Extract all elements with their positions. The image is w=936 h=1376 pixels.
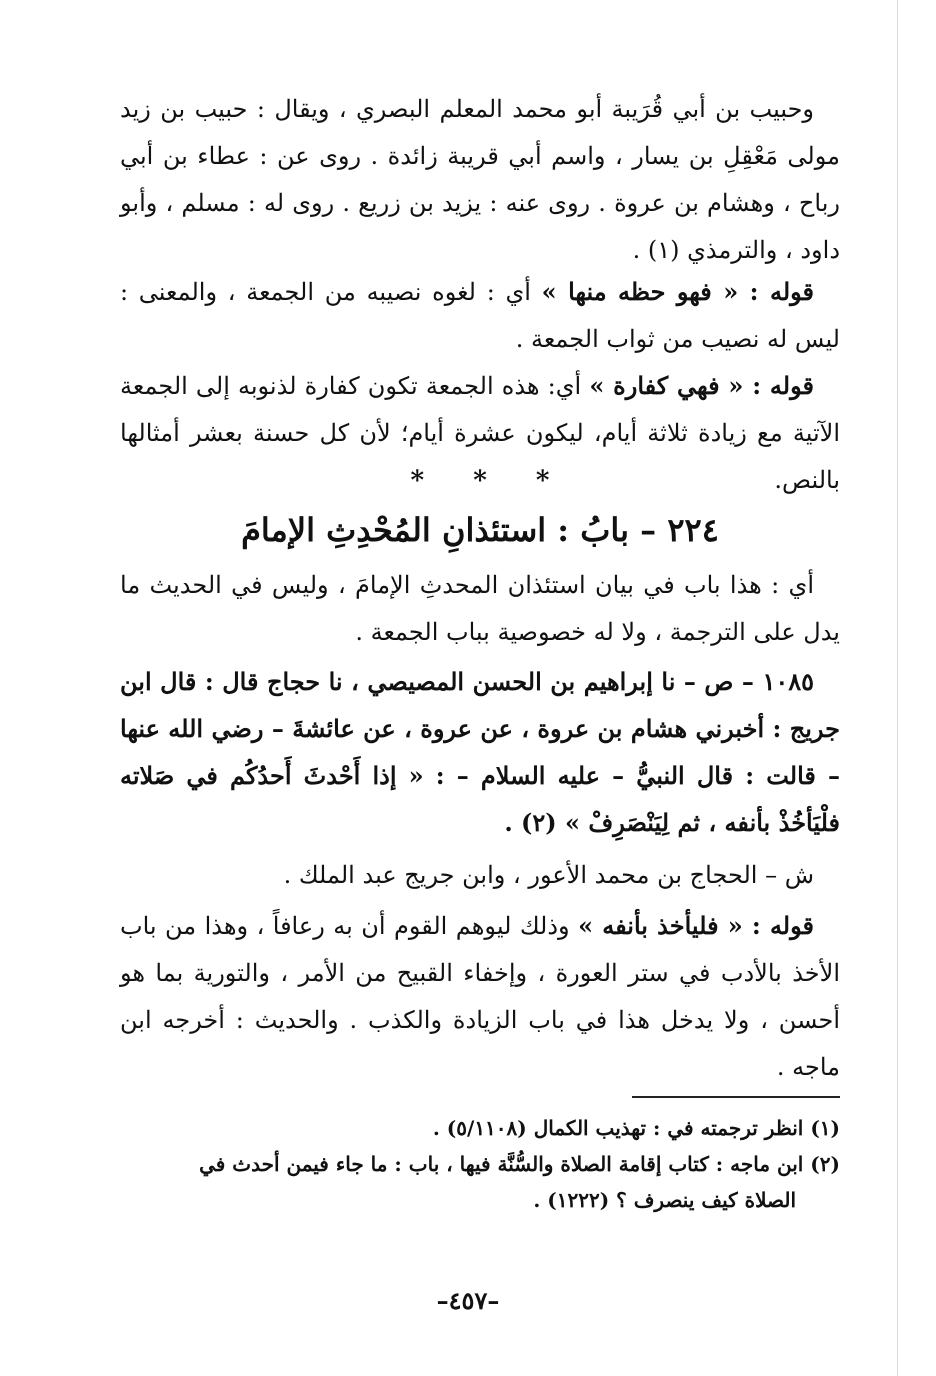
page-edge-line [897, 0, 898, 1376]
footnote-1: (١) انظر ترجمته في : تهذيب الكمال (٥/١١٠٨) . [432, 1116, 840, 1140]
commentary-text-kaffara: أي: هذه الجمعة تكون كفارة لذنوبه إلى الجمعة الآتية مع زيادة ثلاثة أيام، ليكون عشرة أيام؛ لأن كل حسنة بعشر أمثالها بالنص. [120, 372, 840, 494]
paragraph-sharh-narrators: ش – الحجاج بن محمد الأعور ، وابن جريج عبد الملك . [283, 861, 814, 889]
commentary-lead-falyakhudh: قوله : « فليأخذ بأنفه » [578, 911, 814, 940]
section-separator: * * * [410, 466, 550, 496]
footnote-divider [632, 1096, 840, 1098]
footnotes-section [120, 1110, 840, 1218]
paragraph-commentary-falyakhudh [120, 902, 840, 1091]
commentary-text-falyakhudh: وذلك ليوهم القوم أن به رعافاً ، وهذا من باب الأخذ بالأدب في ستر العورة ، وإخفاء القبيح من الأمر ، والتورية بما هو أحسن ، ولا يدخل هذا في باب الزيادة والكذب . والحديث : أخرجه ابن ماجه . [120, 912, 840, 1081]
paragraph-hadith-text: ١٠٨٥ – ص – نا إبراهيم بن الحسن المصيصي ، نا حجاج قال : قال ابن جريج : أخبرني هشام بن عروة ، عن عروة ، عن عائشةَ – رضي الله عنها – قالت : قال النبيُّ – عليه السلام – : « إذا أَحْدثَ أَحدُكُم في صَلاته فلْيَأخُذْ بأنفه ، ثم لِيَنْصَرِفْ » (٢) . [120, 667, 840, 837]
paragraph-narrator-biography: وحبيب بن أبي قُرَيبة أبو محمد المعلم البصري ، ويقال : حبيب بن زيد مولى مَعْقِلِ بن يسار ، واسم أبي قريبة زائدة . روى عن : عطاء بن أبي رباح ، وهشام بن عروة . روى عنه : يزيد بن زريع . روى له : مسلم ، وأبو داود ، والترمذي (١) . [120, 95, 841, 264]
paragraph-commentary-hazzuhu [120, 268, 840, 363]
chapter-title: ٢٢٤ – بابُ : استئذانِ المُحْدِثِ الإمامَ [241, 511, 719, 549]
footnote-2: (٢) ابن ماجه : كتاب إقامة الصلاة والسُّنَّة فيها ، باب : ما جاء فيمن أحدث في [199, 1152, 840, 1176]
commentary-lead-kaffara: قوله : « فهي كفارة » [589, 371, 814, 400]
page-number: –٤٥٧– [436, 1286, 500, 1315]
commentary-lead-hazzuhu: قوله : « فهو حظه منها » [541, 277, 814, 306]
footnote-2-continuation: الصلاة كيف ينصرف ؟ (١٢٢٢) . [533, 1188, 796, 1212]
paragraph-chapter-explanation: أي : هذا باب في بيان استئذان المحدثِ الإمامَ ، وليس في الحديث ما يدل على الترجمة ، ولا له خصوصية بباب الجمعة . [120, 571, 840, 646]
commentary-text-hazzuhu: أي : لغوه نصيبه من الجمعة ، والمعنى : ليس له نصيب من ثواب الجمعة . [120, 278, 840, 353]
